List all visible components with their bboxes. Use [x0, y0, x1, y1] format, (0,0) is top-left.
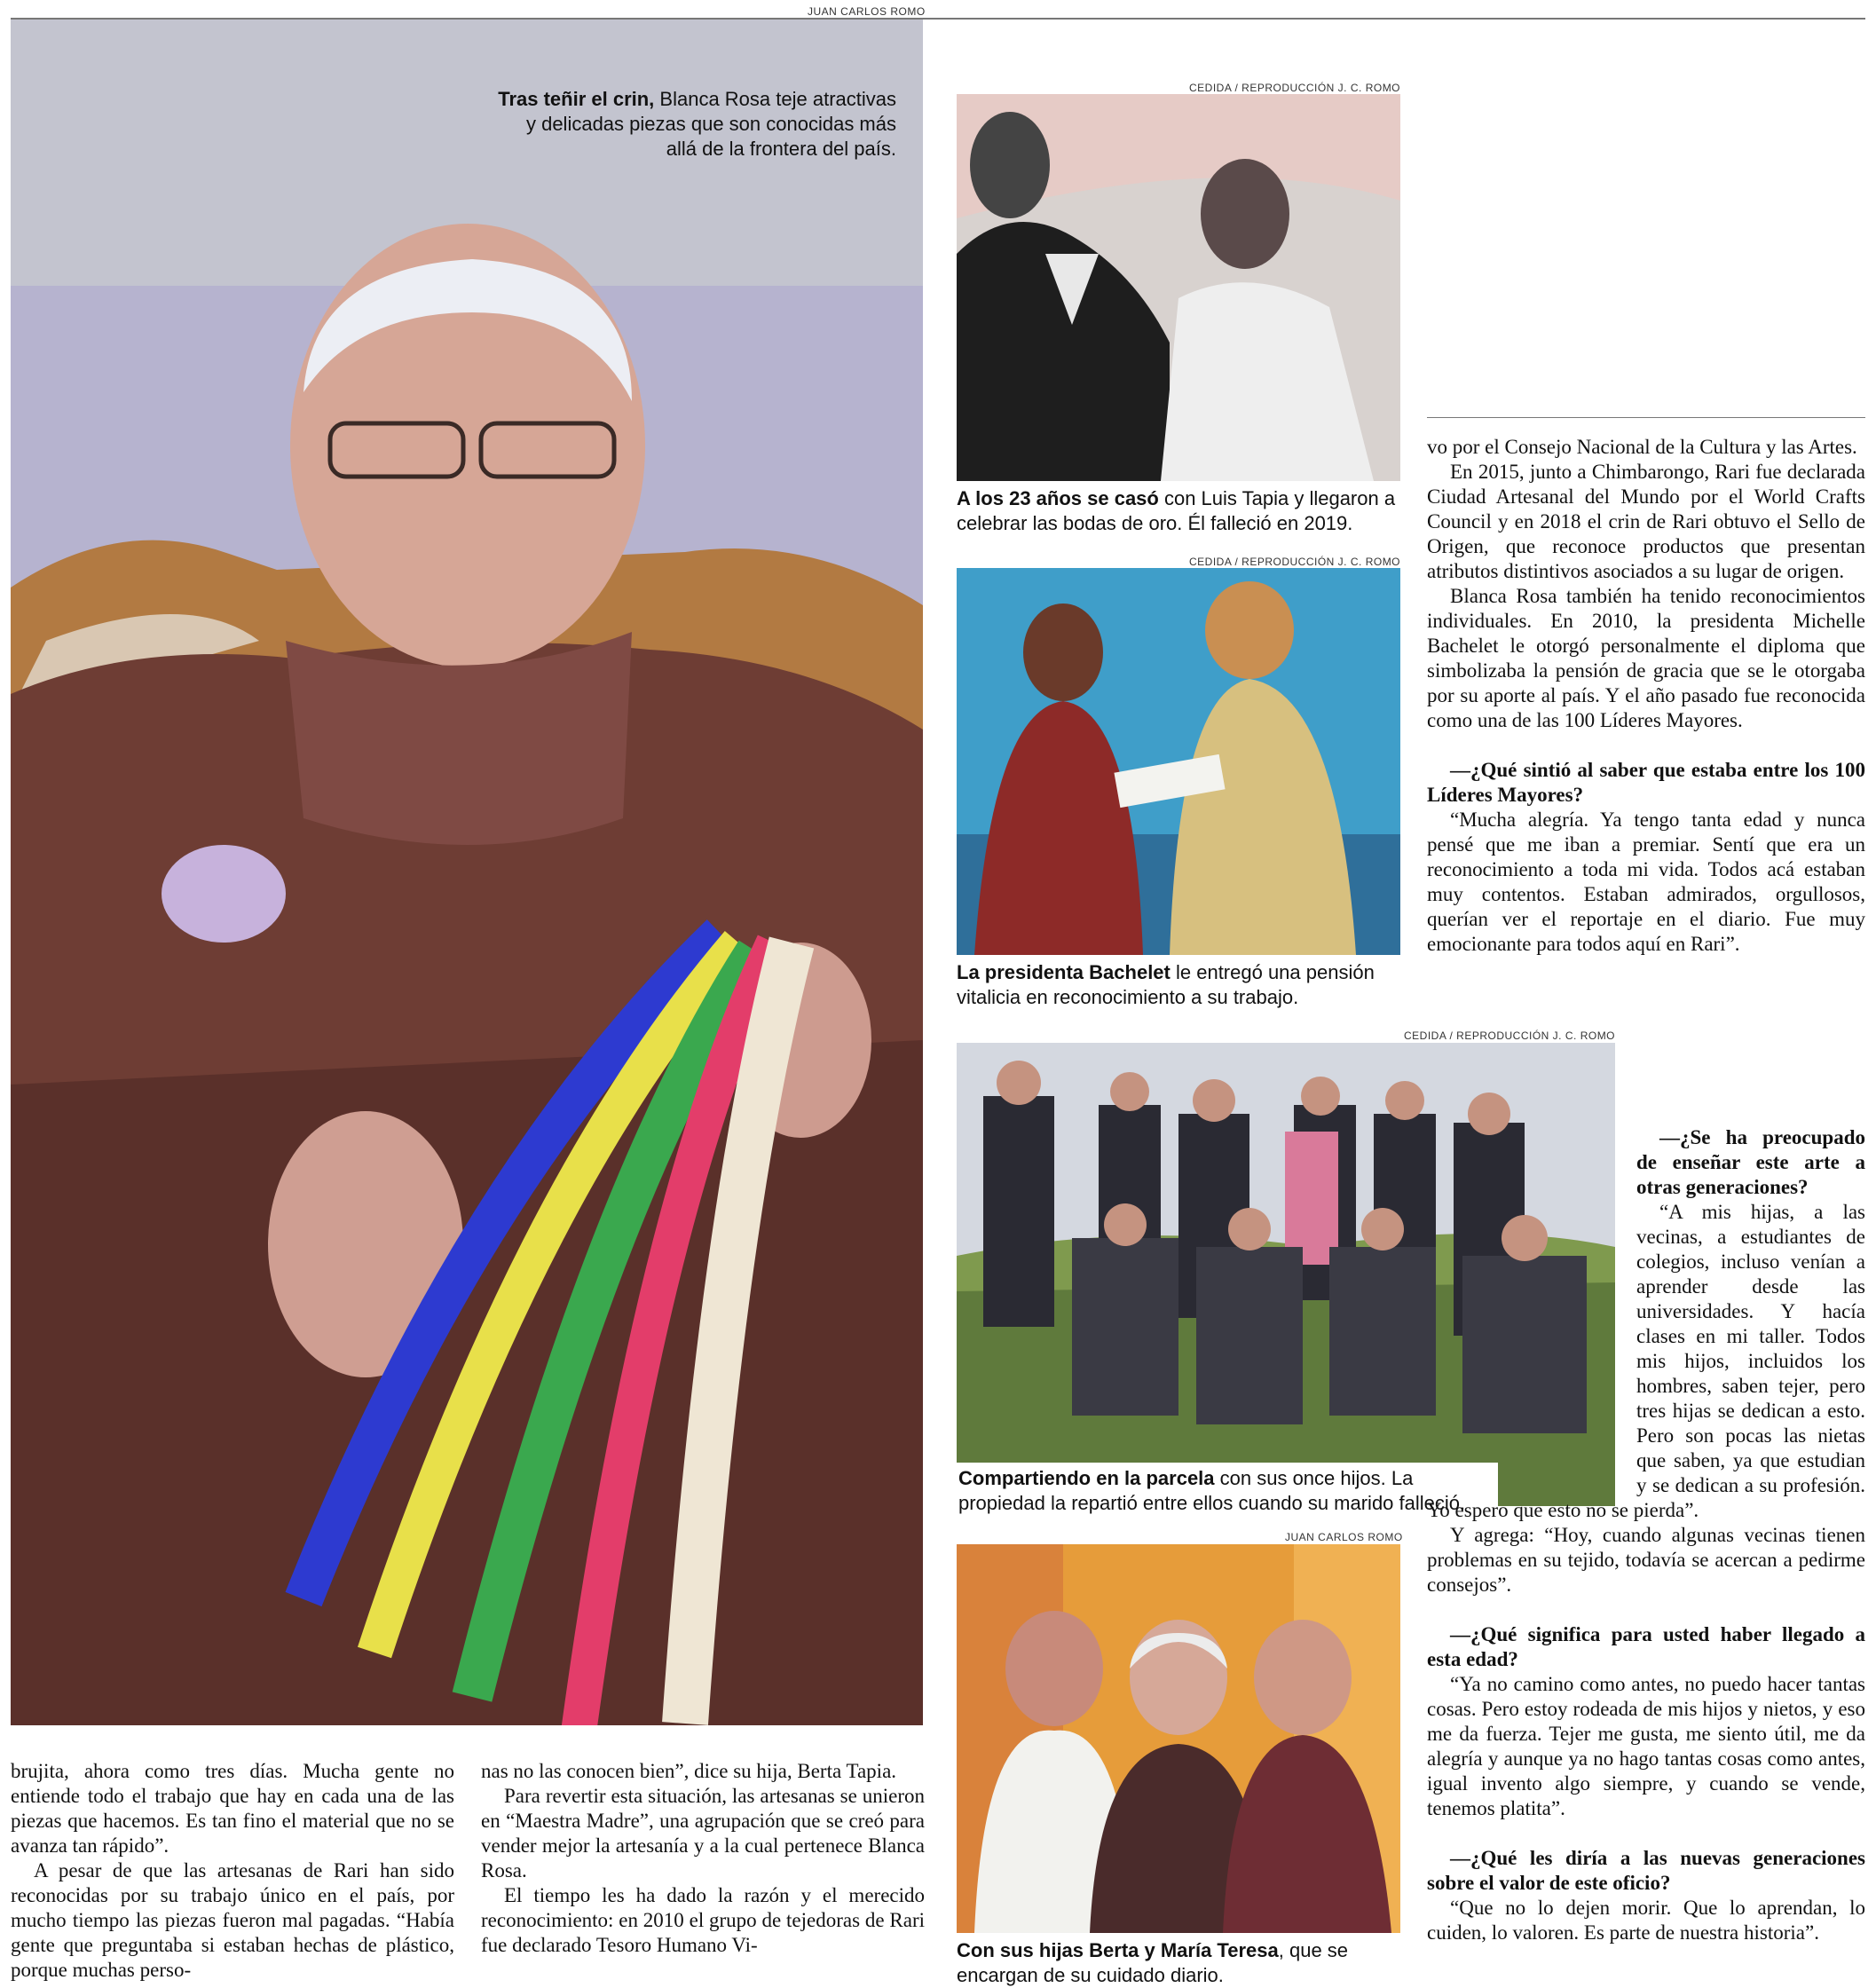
bottom-column-1: brujita, ahora como tres días. Mucha gente no entiende todo el trabajo que hay en cada una de las piezas que hacemos. Es tan fino el material que no se avanza tan rápido”. A pesar de que las artesanas de Rari han sido reconocidas por su trabajo único en el país, por mucho tiempo las piezas fueron mal pagadas. “Había gente que preguntaba si estaban hechas de plástico, porque muchas perso-	[11, 1760, 454, 1981]
daughters-photo-credit: JUAN CARLOS ROMO	[1285, 1531, 1403, 1543]
family-photo-text-gap	[1427, 1102, 1636, 1497]
wedding-photo-credit: CEDIDA / REPRODUCCIÓN J. C. ROMO	[1189, 82, 1401, 94]
bottom-column-2: nas no las conocen bien”, dice su hija, Berta Tapia. Para revertir esta situación, las artesanas se unieron en “Maestra Madre”, una agrupación que se creó para vender mejor la artesanía y a la cual pertenece Blanca Rosa. El tiempo les ha dado la razón y el merecido reconocimiento: en 2010 el grupo de tejedoras de Rari fue declarado Tesoro Humano Vi-	[481, 1760, 925, 1956]
main-photo-artisan	[11, 20, 923, 1725]
main-photo-caption: Tras teñir el crin, Blanca Rosa teje atractivas y delicadas piezas que son conocidas más allá de la frontera del país.	[498, 88, 896, 160]
right-column-rule	[1427, 417, 1865, 418]
bachelet-photo-caption: La presidenta Bachelet le entregó una pensión vitalicia en reconocimiento a su trabajo.	[957, 961, 1375, 1008]
right-column-lower: —¿Se ha preocupado de enseñar este arte a otras generaciones? “A mis hijas, a las vecinas, a estudiantes de colegios, incluso venían a aprender desde las universidades. Y hacía clases en mi taller. Todos mis hijos, incluidos los hombres, saben tejer, pero tres hijas se dedican a esto. Pero son pocas las nietas que saben, ya que estudian y se dedican a su profesión. Yo espero que esto no se pierda”. Y agrega: “Hoy, cuando algunas vecinas tienen problemas en su tejido, todavía se acercan a pedirme consejos”. —¿Qué significa para usted haber llegado a esta edad? “Ya no camino como antes, no puedo hacer tantas cosas. Pero estoy rodeada de mis hijos y nietos, y eso me da fuerza. Tejer me gusta, me siento útil, me da alegría y aunque ya no hago tantas cosas como antes, igual invento algo siempre, y cuando se vende, tenemos platita”. —¿Qué les diría a las nuevas generaciones sobre el valor de este oficio? “Que no lo dejen morir. Que lo aprendan, lo cuiden, lo valoren. Es parte de nuestra historia”.	[1427, 1102, 1865, 1945]
bachelet-photo-credit: CEDIDA / REPRODUCCIÓN J. C. ROMO	[1189, 556, 1401, 568]
bachelet-photo	[957, 568, 1400, 955]
daughters-photo-caption: Con sus hijas Berta y María Teresa, que se encargan de su cuidado diario.	[957, 1939, 1349, 1986]
family-photo-caption: Compartiendo en la parcela con sus once hijos. La propiedad la repartió entre ellos cuando su marido falleció.	[957, 1463, 1498, 1519]
wedding-photo	[957, 94, 1400, 481]
wedding-photo-caption: A los 23 años se casó con Luis Tapia y llegaron a celebrar las bodas de oro. Él falleció en 2019.	[957, 487, 1396, 534]
main-photo-credit: JUAN CARLOS ROMO	[808, 5, 926, 18]
right-column-upper: vo por el Consejo Nacional de la Cultura y las Artes. En 2015, junto a Chimbarongo, Rari fue declarada Ciudad Artesanal del Mundo por el World Crafts Council y en 2018 el crin de Rari obtuvo el Sello de Origen, que reconoce productos que presentan atributos distintivos asociados a su lugar de origen. Blanca Rosa también ha tenido reconocimientos individuales. En 2010, la presidenta Michelle Bachelet le otorgó personalmente el diploma que simbolizaba la pensión de gracia que se le otorgaba por su aporte al país. Y el año pasado fue reconocida como una de las 100 Líderes Mayores. —¿Qué sintió al saber que estaba entre los 100 Líderes Mayores? “Mucha alegría. Ya tengo tanta edad y nunca pensé que me iban a premiar. Sentí que era un reconocimiento a toda mi vida. Todos acá estaban muy contentos. Estaban admirados, orgullosos, querían ver el reportaje en el diario. Fue muy emocionante para todos aquí en Rari”.	[1427, 436, 1865, 955]
family-photo-credit: CEDIDA / REPRODUCCIÓN J. C. ROMO	[1404, 1030, 1616, 1042]
daughters-photo	[957, 1544, 1400, 1933]
